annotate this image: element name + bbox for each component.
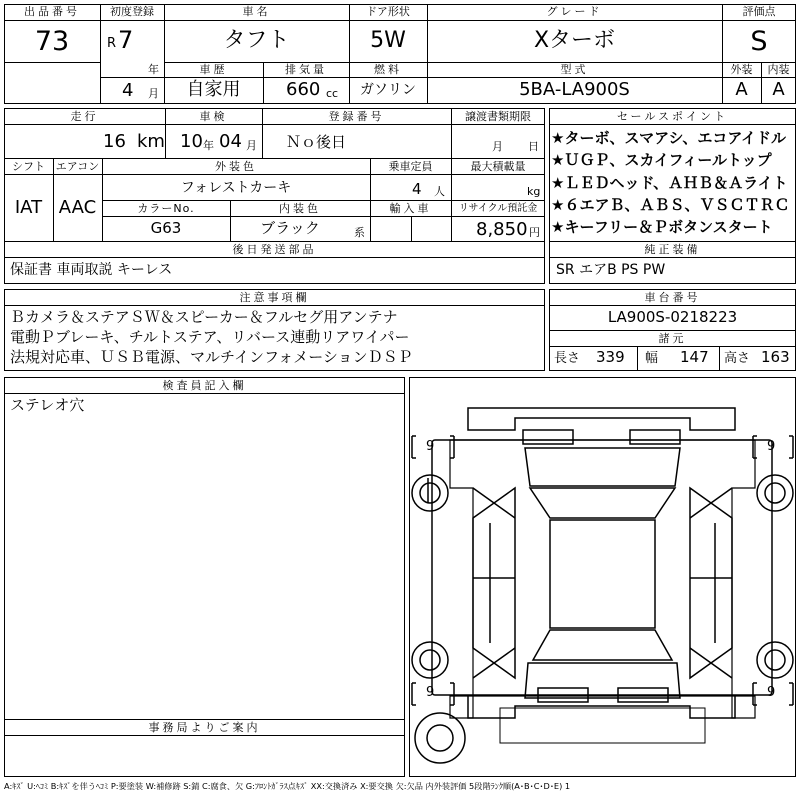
interior-grade: A [772, 79, 785, 100]
max-load-label: 最大積載量 [470, 160, 526, 173]
displacement-unit: cc [326, 87, 339, 100]
first-registration-label: 初度登録 [110, 5, 154, 18]
exterior-grade: A [735, 79, 748, 100]
inspector-block [4, 377, 405, 777]
car-diagram [409, 377, 796, 777]
interior-color-label: 内装色 [279, 202, 321, 215]
transfer-docs-label: 譲渡書類期限 [465, 110, 531, 123]
note-line: 電動Ｐブレーキ、チルトステア、リバース連動リアワイパー [10, 328, 410, 346]
chassis-number: LA900S-0218223 [607, 308, 738, 326]
sales-point: ★ＵＧＰ、スカイフィールトップ [551, 151, 772, 169]
first-registration-year: 7 [118, 26, 134, 54]
shift-label: シフト [12, 160, 45, 173]
sales-point: ★ＬＥＤヘッド、ＡＨＢ＆Ａライト [551, 174, 788, 192]
specs-label: 諸元 [658, 332, 687, 345]
inspection-year-unit: 年 [203, 139, 214, 152]
color-number: G63 [150, 219, 182, 237]
interior-color: ブラック [260, 219, 320, 237]
score: S [750, 26, 768, 57]
inspector-notes-label: 検査員記入欄 [162, 379, 247, 392]
exterior-label: 外装 [730, 63, 753, 76]
model-label: 型式 [560, 63, 589, 76]
width: 147 [680, 348, 709, 366]
history-label: 車歴 [199, 63, 228, 76]
recycle-fee: 8,850 [476, 219, 528, 240]
note-line: 法規対応車、ＵＳＢ電源、マルチインフォメーションＤＳＰ [10, 348, 413, 366]
inspector-notes: ステレオ穴 [10, 396, 85, 414]
transfer-day: 日 [528, 140, 539, 153]
interior-color-unit: 系 [354, 226, 365, 239]
door-label: ドア形状 [366, 5, 410, 18]
later-parts-label: 後日発送部品 [232, 243, 317, 256]
model-code: 5BA-LA900S [519, 79, 630, 100]
equipment: SR エアB PS PW [556, 262, 666, 278]
grade-label: グレード [546, 5, 603, 18]
history: 自家用 [186, 79, 241, 100]
fuel: ガソリン [360, 82, 416, 98]
note-line: Ｂカメラ＆ステアＳＷ＆スピーカー＆フルセグ用アンテナ [10, 308, 398, 326]
tire-rear-right: 9 [767, 685, 776, 700]
length-label: 長さ [554, 351, 581, 366]
score-label: 評価点 [742, 5, 776, 18]
mileage-unit: km [137, 131, 165, 152]
displacement: 660 [286, 79, 321, 100]
era: R [107, 36, 117, 51]
mileage-label: 走行 [70, 110, 99, 123]
sales-point: ★ターボ、スマアシ、エコアイドル [551, 129, 786, 147]
seating-capacity: 4 [412, 180, 422, 198]
sales-point: ★キーフリー＆Ｐボタンスタート [551, 218, 773, 236]
capacity-label: 乗車定員 [388, 160, 433, 173]
body-color: フォレストカーキ [180, 180, 292, 196]
fuel-label: 燃料 [374, 63, 402, 76]
capacity-unit: 人 [434, 185, 445, 198]
interior-label: 内装 [767, 63, 790, 76]
ac-label: エアコン [55, 160, 100, 173]
grade: Xターボ [533, 28, 616, 53]
displacement-label: 排気量 [285, 63, 327, 76]
chassis-number-label: 車台番号 [644, 291, 701, 304]
month-unit: 月 [148, 87, 159, 100]
width-label: 幅 [645, 351, 659, 366]
registration-number-label: 登録番号 [328, 110, 385, 123]
air-conditioner: AAC [58, 197, 97, 218]
import-label: 輸入車 [389, 202, 432, 215]
tire-front-left: 9 [426, 439, 435, 454]
height: 163 [761, 348, 790, 366]
equipment-label: 純正装備 [644, 243, 701, 256]
car-name-label: 車名 [242, 5, 271, 18]
registration-number: Ｎｏ後日 [286, 133, 347, 151]
body-color-label: 外装色 [215, 160, 257, 173]
first-registration-month: 4 [122, 80, 134, 101]
inspection-month-unit: 月 [246, 139, 257, 152]
sales-points-label: セールスポイント [616, 110, 728, 123]
height-label: 高さ [724, 351, 751, 366]
lot-number: 73 [34, 26, 70, 57]
inspection-year: 10 [180, 131, 203, 152]
car-name: タフト [223, 28, 290, 53]
recycle-label: リサイクル預託金 [458, 203, 538, 214]
damage-legend: A:ｷｽﾞ U:ﾍｺﾐ B:ｷｽﾞを伴うﾍｺﾐ P:要塗装 W:補修跡 S:錆 C:腐食、欠 G:ﾌﾛﾝﾄｶﾞﾗｽ点ｷｽﾞ XX:交換済み X:要交換 欠:欠品 内外装評価 5段階ﾗﾝｸ順(A･B･C･D･E) 1 [4, 781, 571, 791]
inspection-month: 04 [219, 131, 242, 152]
door-type: 5W [370, 28, 406, 53]
year-unit: 年 [148, 63, 159, 76]
tire-rear-left: 9 [426, 685, 435, 700]
tire-front-right: 9 [767, 439, 776, 454]
length: 339 [596, 348, 625, 366]
transfer-month: 月 [492, 140, 503, 153]
inspection-label: 車検 [199, 110, 228, 123]
later-parts: 保証書 車両取説 キーレス [10, 262, 173, 278]
recycle-unit: 円 [529, 226, 540, 239]
max-load-unit: kg [527, 185, 541, 198]
office-notice-label: 事務局よりご案内 [148, 721, 261, 734]
notes-label: 注意事項欄 [239, 291, 310, 304]
color-no-label: カラーNo. [137, 202, 195, 215]
mileage: 16 [103, 131, 126, 152]
lot-number-label: 出品番号 [24, 5, 80, 18]
shift: IAT [14, 197, 43, 218]
sales-point: ★６エアＢ、ＡＢＳ、ＶＳＣＴＲＣ [551, 196, 790, 214]
